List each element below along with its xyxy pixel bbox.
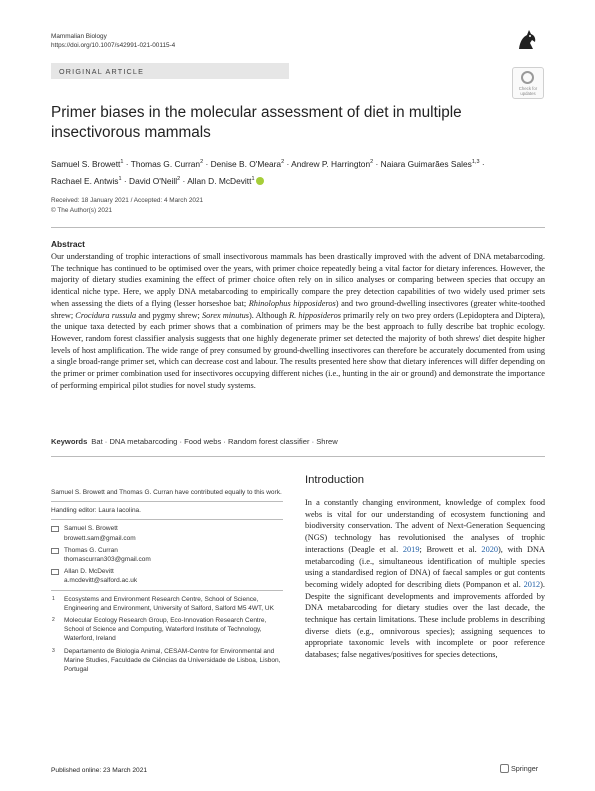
footnote-column [51, 488, 283, 674]
springer-icon [500, 764, 509, 773]
keywords-text: Bat · DNA metabarcoding · Food webs · Random forest classifier · Shrew [91, 437, 338, 446]
affiliation-text: Departamento de Biologia Animal, CESAM-Centre for Environmental and Marine Studies, Faculdade de Ciências da Universidade de Lisboa, Lisbon, Portugal [64, 647, 281, 674]
abstract-heading: Abstract [51, 239, 85, 249]
author-name[interactable]: David O'Neill [129, 176, 178, 187]
contact-email[interactable]: a.mcdevitt@salford.ac.uk [64, 577, 138, 585]
check-for-updates-badge[interactable] [512, 67, 544, 99]
author-affiliation-marker: 1 [120, 159, 124, 165]
contact-email[interactable]: thomascurran303@gmail.com [64, 556, 151, 564]
citation-link[interactable]: 2020 [481, 544, 499, 554]
article-type: ORIGINAL ARTICLE [59, 67, 145, 76]
author-name[interactable]: Rachael E. Antwis [51, 176, 119, 187]
affiliation-entry [51, 647, 283, 675]
author-affiliation-marker: 2 [281, 159, 285, 165]
citation-link[interactable]: 2019 [402, 544, 420, 554]
contact-entry [51, 546, 283, 564]
check-updates-icon [521, 71, 534, 84]
divider [51, 456, 545, 457]
handling-editor: Handling editor: Laura Iacolina. [51, 507, 141, 515]
author-name[interactable]: Andrew P. Harrington [291, 158, 371, 169]
author-name[interactable]: Thomas G. Curran [130, 158, 201, 169]
contact-entry [51, 567, 283, 585]
introduction-text: In a constantly changing environment, knowledge of complex food webs is vital for our understanding of ecosystem functioning and biodiversity conservation. The advent of Next-Generation Sequencing (NGS) technology has revolutionised the analyses of trophic interactions (Deagle et al. 2019; Browett et al. 2020), with DNA metabarcoding (i.e., simultaneous identification of multiple species using a standardised region of DNA) of faecal samples or gut contents becoming widely adopted for describing diets (Pompanon et al. 2012). Despite the significant developments and improvements afforded by DNA metabarcoding for dietary studies over the last decade, the technique has certain limitations. These include problems in describing diverse diets (e.g., omnivorous species); assigning sequences to appropriate taxonomic levels with incomplete or poor reference databases; false negatives/positives for species detections, [305, 498, 546, 660]
introduction-heading: Introduction [305, 474, 365, 486]
published-date: Published online: 23 March 2021 [51, 767, 148, 774]
journal-name: Mammalian Biology [51, 33, 107, 40]
author-affiliation-marker: 2 [177, 176, 181, 183]
publisher-logo [500, 764, 538, 773]
article-title: Primer biases in the molecular assessment of diet in multiple insectivorous mammals [51, 104, 462, 141]
author-affiliation-marker: 1 [118, 176, 122, 183]
author-affiliation-marker: 1 [251, 176, 255, 183]
keywords-label: Keywords [51, 437, 88, 446]
springer-horse-logo [514, 27, 540, 53]
affiliation-number: 3 [52, 647, 55, 654]
divider [51, 501, 283, 502]
contact-email[interactable]: browett.sam@gmail.com [64, 534, 136, 542]
affiliation-entry [51, 616, 283, 644]
received-accepted: Received: 18 January 2021 / Accepted: 4 March 2021 [51, 197, 204, 204]
check-updates-label: Check for updates [518, 86, 538, 96]
contact-name: Allan D. McDevitt [64, 568, 114, 576]
affiliation-text: Molecular Ecology Research Group, Eco-Innovation Research Centre, School of Science and Computing, Waterford Institute of Technology, Waterford, Ireland [64, 617, 267, 643]
publisher-name: Springer [511, 764, 539, 773]
affiliation-number: 1 [52, 595, 55, 602]
author-affiliation-marker: 1,3 [471, 159, 480, 165]
article-type-bar [51, 63, 289, 79]
citation-link[interactable]: 2012 [523, 579, 541, 589]
author-name[interactable]: Naiara Guimarães Sales [380, 158, 472, 169]
doi-link[interactable]: https://doi.org/10.1007/s42991-021-00115-4 [51, 42, 176, 49]
divider [51, 227, 545, 228]
envelope-icon [51, 526, 59, 532]
affiliation-list [51, 595, 283, 675]
envelope-icon [51, 548, 59, 554]
author-name[interactable]: Allan D. McDevitt [187, 176, 252, 187]
author-name[interactable]: Samuel S. Browett [51, 158, 121, 169]
journal-header [51, 32, 175, 50]
contact-name: Samuel S. Browett [64, 525, 118, 533]
author-affiliation-marker: 2 [200, 159, 204, 165]
affiliation-text: Ecosystems and Environment Research Centre, School of Science, Engineering and Environment, University of Salford, Salford M5 4WT, UK [64, 595, 274, 612]
article-dates [51, 196, 203, 215]
contact-list [51, 524, 283, 585]
author-name[interactable]: Denise B. O'Meara [210, 158, 282, 169]
copyright: © The Author(s) 2021 [51, 206, 113, 214]
equal-contribution-note: Samuel S. Browett and Thomas G. Curran have contributed equally to this work. [51, 489, 282, 496]
contact-entry [51, 524, 283, 542]
envelope-icon [51, 569, 59, 575]
divider [51, 519, 283, 520]
author-affiliation-marker: 2 [370, 159, 374, 165]
abstract-text: Our understanding of trophic interactions of small insectivorous mammals has been drastically improved with the advent of DNA metabarcoding. The technique has continued to be optimised over the years, with primer choice repeatedly being a vital factor for dietary inferences. However, the majority of dietary studies examining the effect of primer choice often rely on in silico analyses or comparing between species that occupy an identical niche type. Here, we apply DNA metabarcoding to empirically compare the prey detection capabilities of two widely used primer sets when assessing the diets of a flying (lesser horseshoe bat; Rhinolophus hipposideros) and two ground-dwelling insectivores (greater white-toothed shrew; Crocidura russula and pygmy shrew; Sorex minutus). Although R. hipposideros primarily rely on two prey orders (Lepidoptera and Diptera), the unique taxa detected by each primer shows that a combination of primers may be the best approach to fully describe bat trophic ecology. However, random forest classifier analysis suggests that one highly degenerate primer set detected the majority of both shrews' diet despite higher levels of host amplification. The wide range of prey consumed by ground-dwelling insectivores can therefore be accurately documented from using a single broad-range primer set, which can decrease cost and labour. The results presented here show that dietary inferences will differ depending on the primer or primer combination used for insectivores occupying different niches (i.e., hunting in the air or ground) and demonstrate the importance of performing empirical pilot studies for novel study systems. [51, 252, 545, 390]
keywords [51, 437, 338, 446]
orcid-icon[interactable] [256, 177, 264, 185]
affiliation-number: 2 [52, 617, 55, 624]
divider [51, 590, 283, 591]
author-list: Samuel S. Browett$^1$ · Thomas G. Curran$^2$ · Denise B. O'Meara$^2$ · Andrew P. Harrington$^2$ · Naiara Guimarães Sales$^{1,3}$ · Rachael E. Antwis$^1$ · David O'Neill$^2$ · Allan D. McDevitt$^1$ [51, 158, 485, 187]
affiliation-entry [51, 595, 283, 613]
contact-name: Thomas G. Curran [64, 546, 118, 554]
